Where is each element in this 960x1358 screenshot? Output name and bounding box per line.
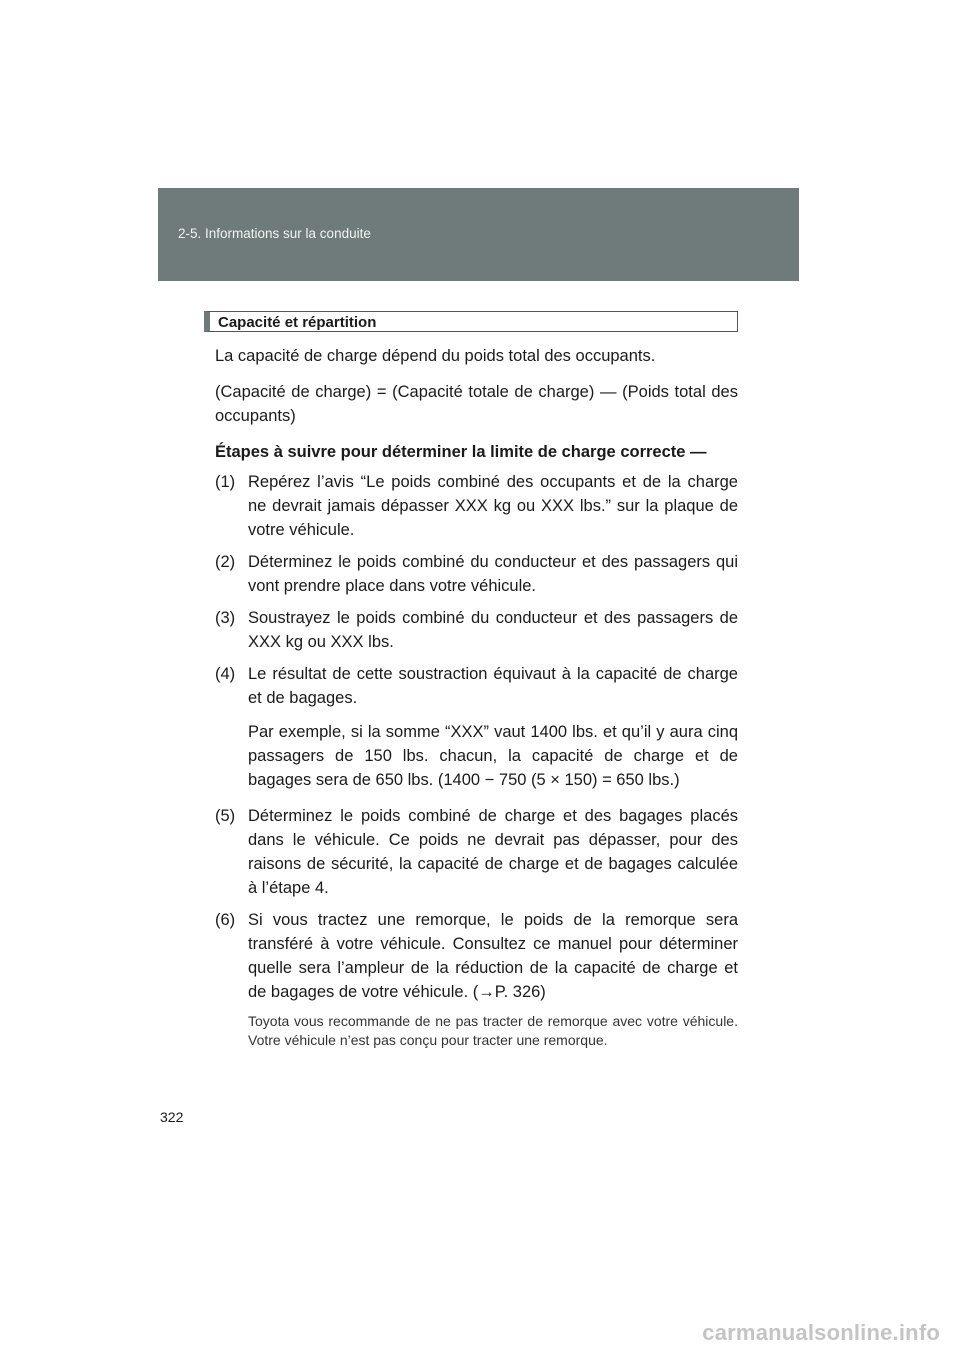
step-text: Si vous tractez une remorque, le poids de la remorque sera transféré à votre véhicule. Consultez ce manuel pour déterminer quelle sera l’ampleur de la réduction de la capacité de charge et de bagages de votre véhicule. (→P. 326): [248, 911, 738, 1001]
example-paragraph: Par exemple, si la somme “XXX” vaut 1400 lbs. et qu’il y aura cinq passagers de 150 lbs. chacun, la capacité de charge et de bagages sera de 650 lbs. (1400 − 750 (5 × 150) = 650 lbs.): [248, 723, 738, 789]
step-text: Déterminez le poids combiné de charge et des bagages placés dans le véhicule. Ce poids ne devrait pas dépasser, pour des raisons de sécurité, la capacité de charge et de bagages calculée à l’étape 4.: [248, 807, 738, 897]
intro-paragraph: La capacité de charge dépend du poids total des occupants.: [215, 347, 656, 365]
step-text: Déterminez le poids combiné du conducteur et des passagers qui vont prendre place dans votre véhicule.: [248, 553, 738, 595]
formula-paragraph: (Capacité de charge) = (Capacité totale de charge) — (Poids total des occupants): [215, 383, 738, 425]
page-number: 322: [160, 1109, 184, 1125]
step-number: (4): [215, 665, 236, 683]
section-title: Capacité et répartition: [218, 314, 377, 331]
step-number: (1): [215, 473, 236, 491]
step-item: [215, 662, 738, 710]
steps-heading: Étapes à suivre pour déterminer la limite de charge correcte —: [215, 443, 707, 461]
main-content: [215, 344, 738, 1050]
step-text: Soustrayez le poids combiné du conducteur et des passagers de XXX kg ou XXX lbs.: [248, 609, 738, 651]
step-item: [215, 470, 738, 542]
step-number: (2): [215, 553, 236, 571]
section-heading-box: [204, 311, 738, 332]
watermark: carmanualsonline.info: [702, 1320, 940, 1345]
note-paragraph: Toyota vous recommande de ne pas tracter de remorque avec votre véhicule. Votre véhicule n’est pas conçu pour tracter une remorque.: [248, 1013, 738, 1048]
step-text: Repérez l’avis “Le poids combiné des occupants et de la charge ne devrait jamais dépasser XXX kg ou XXX lbs.” sur la plaque de votre véhicule.: [248, 473, 738, 539]
step-item: [215, 804, 738, 900]
chapter-breadcrumb: 2-5. Informations sur la conduite: [178, 226, 371, 241]
step-number: (3): [215, 609, 236, 627]
step-number: (5): [215, 807, 236, 825]
chapter-header-band: [158, 188, 799, 281]
step-text: Le résultat de cette soustraction équivaut à la capacité de charge et de bagages.: [248, 665, 738, 707]
step-item: [215, 550, 738, 598]
step-item: [215, 908, 738, 1004]
step-item: [215, 606, 738, 654]
step-number: (6): [215, 911, 236, 929]
